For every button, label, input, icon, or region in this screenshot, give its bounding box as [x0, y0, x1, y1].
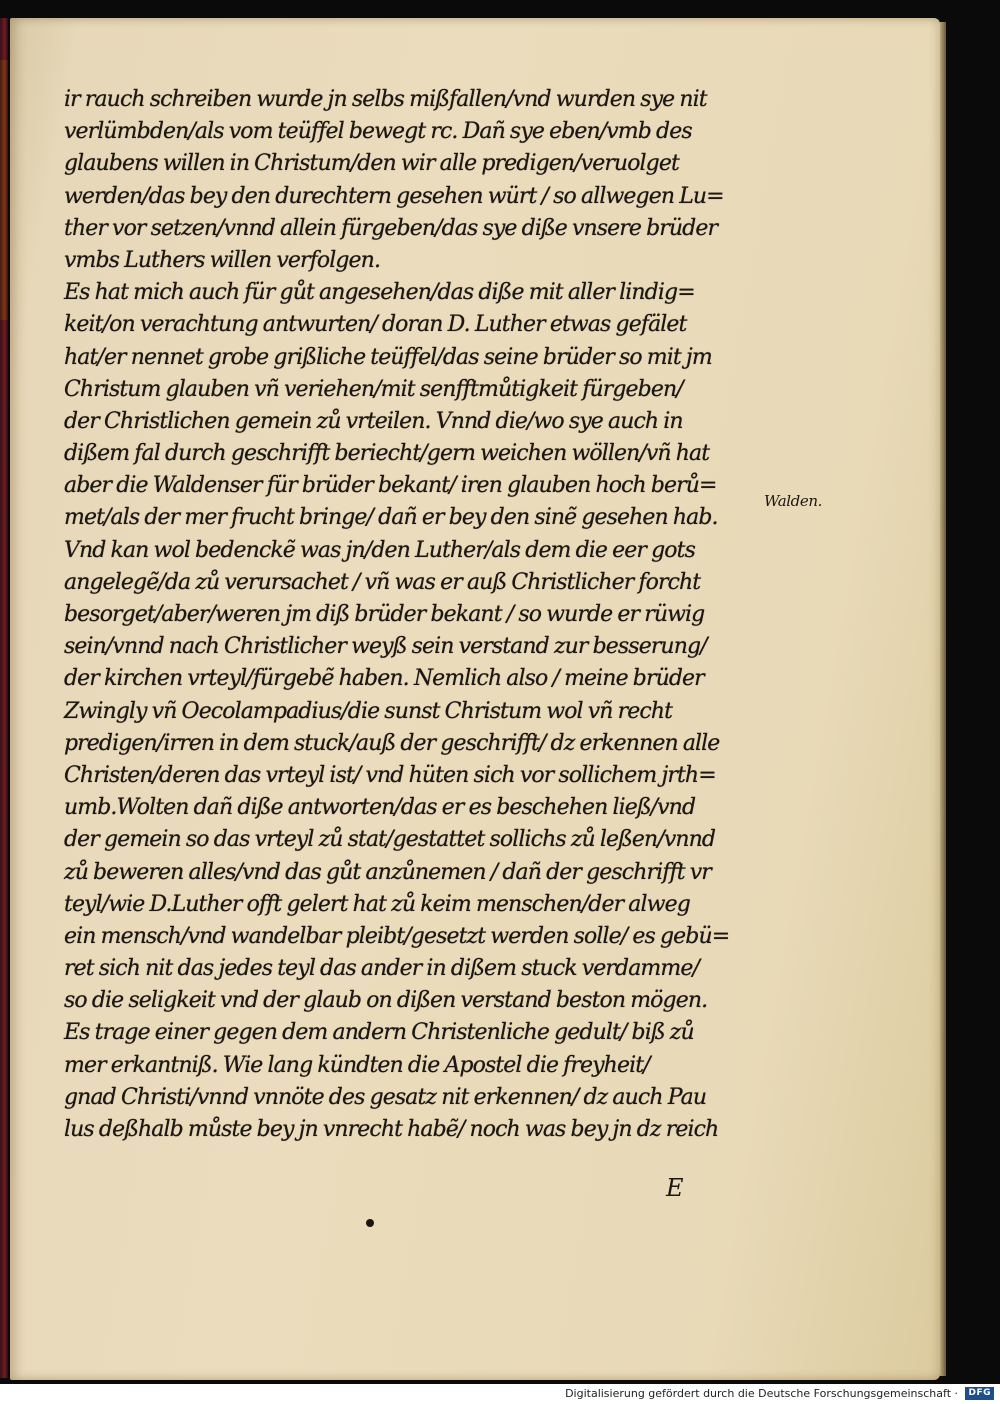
text-line: so die seligkeit vnd der glaub on dißen verstand beston mögen.: [64, 988, 708, 1014]
text-line: glaubens willen in Christum/den wir alle predigen/veruolget: [64, 151, 679, 177]
page-text-block: [64, 84, 764, 1146]
marginal-note: Walden.: [764, 492, 822, 510]
text-line: besorget/aber/weren jm diß brüder bekant / so wurde er rüwig: [64, 602, 705, 627]
text-line: Zwingly vñ Oecolampadius/die sunst Christum wol vñ recht: [64, 698, 673, 724]
text-line: keit/on verachtung antwurten/ doran D. Luther etwas gefälet: [64, 312, 687, 338]
text-line: teyl/wie D.Luther offt gelert hat zů keim menschen/der alweg: [64, 891, 690, 917]
text-line: dißem fal durch geschrifft beriecht/gern weichen wöllen/vñ hat: [64, 441, 710, 467]
text-line: met/als der mer frucht bringe/ dañ er bey den sinẽ gesehen hab.: [64, 505, 718, 531]
text-line: der Christlichen gemein zů vrteilen. Vnnd die/wo sye auch in: [64, 408, 683, 434]
text-line: vmbs Luthers willen verfolgen.: [64, 247, 381, 273]
text-line: der kirchen vrteyl/fürgebẽ haben. Nemlich also / meine brüder: [64, 666, 704, 692]
text-line: zů beweren alles/vnd das gůt anzůnemen / dañ der geschrifft vr: [64, 859, 711, 885]
text-line: hat/er nennet grobe grißliche teüffel/das seine brüder so mit jm: [64, 344, 712, 370]
text-line: gnad Christi/vnnd vnnöte des gesatz nit erkennen/ dz auch Pau: [64, 1084, 707, 1110]
text-line: Christen/deren das vrteyl ist/ vnd hüten sich vor sollichem jrth=: [64, 762, 716, 788]
text-line: ret sich nit das jedes teyl das ander in dißem stuck verdamme/: [64, 956, 699, 982]
text-line: Christum glauben vñ veriehen/mit senfftmůtigkeit fürgeben/: [64, 376, 683, 402]
text-line: verlümbden/als vom teüffel bewegt rc. Dañ sye eben/vmb des: [64, 119, 692, 145]
funding-credit: Digitalisierung gefördert durch die Deutsche Forschungsgemeinschaft ·: [565, 1387, 958, 1400]
text-line: aber die Waldenser für brüder bekant/ iren glauben hoch berů=: [64, 473, 717, 499]
text-line: der gemein so das vrteyl zů stat/gestattet sollichs zů leßen/vnnd: [64, 827, 716, 853]
text-line: sein/vnnd nach Christlicher weyß sein verstand zur besserung/: [64, 634, 707, 660]
text-line: angelegẽ/da zů verursachet / vñ was er auß Christlicher forcht: [64, 569, 701, 595]
book-spine-binding: [0, 60, 8, 320]
page-edge-shadow: [940, 22, 946, 1376]
text-line: lus deßhalb můste bey jn vnrecht habẽ/ noch was bey jn dz reich: [64, 1117, 719, 1142]
catchword: E: [666, 1174, 684, 1202]
text-line: werden/das bey den durechtern gesehen würt / so allwegen Lu=: [64, 183, 724, 209]
text-line: Vnd kan wol bedenckẽ was jn/den Luther/als dem die eer gots: [64, 537, 695, 563]
dfg-logo: DFG: [965, 1387, 994, 1400]
text-line: predigen/irren in dem stuck/auß der geschrifft/ dz erkennen alle: [64, 730, 720, 756]
text-line: ther vor setzen/vnnd allein fürgeben/das sye diße vnsere brüder: [64, 215, 718, 241]
text-line: mer erkantniß. Wie lang kündten die Apostel die freyheit/: [64, 1052, 650, 1078]
text-line: umb.Wolten dañ diße antworten/das er es beschehen ließ/vnd: [64, 795, 696, 821]
text-line: Es hat mich auch für gůt angesehen/das diße mit aller lindig=: [64, 280, 695, 306]
text-line: Es trage einer gegen dem andern Christenliche gedult/ biß zů: [64, 1020, 694, 1046]
text-line: ein mensch/vnd wandelbar pleibt/gesetzt werden solle/ es gebü=: [64, 923, 730, 949]
ink-mark: [366, 1219, 374, 1227]
text-line: ir rauch schreiben wurde jn selbs mißfallen/vnd wurden sye nit: [64, 87, 707, 112]
